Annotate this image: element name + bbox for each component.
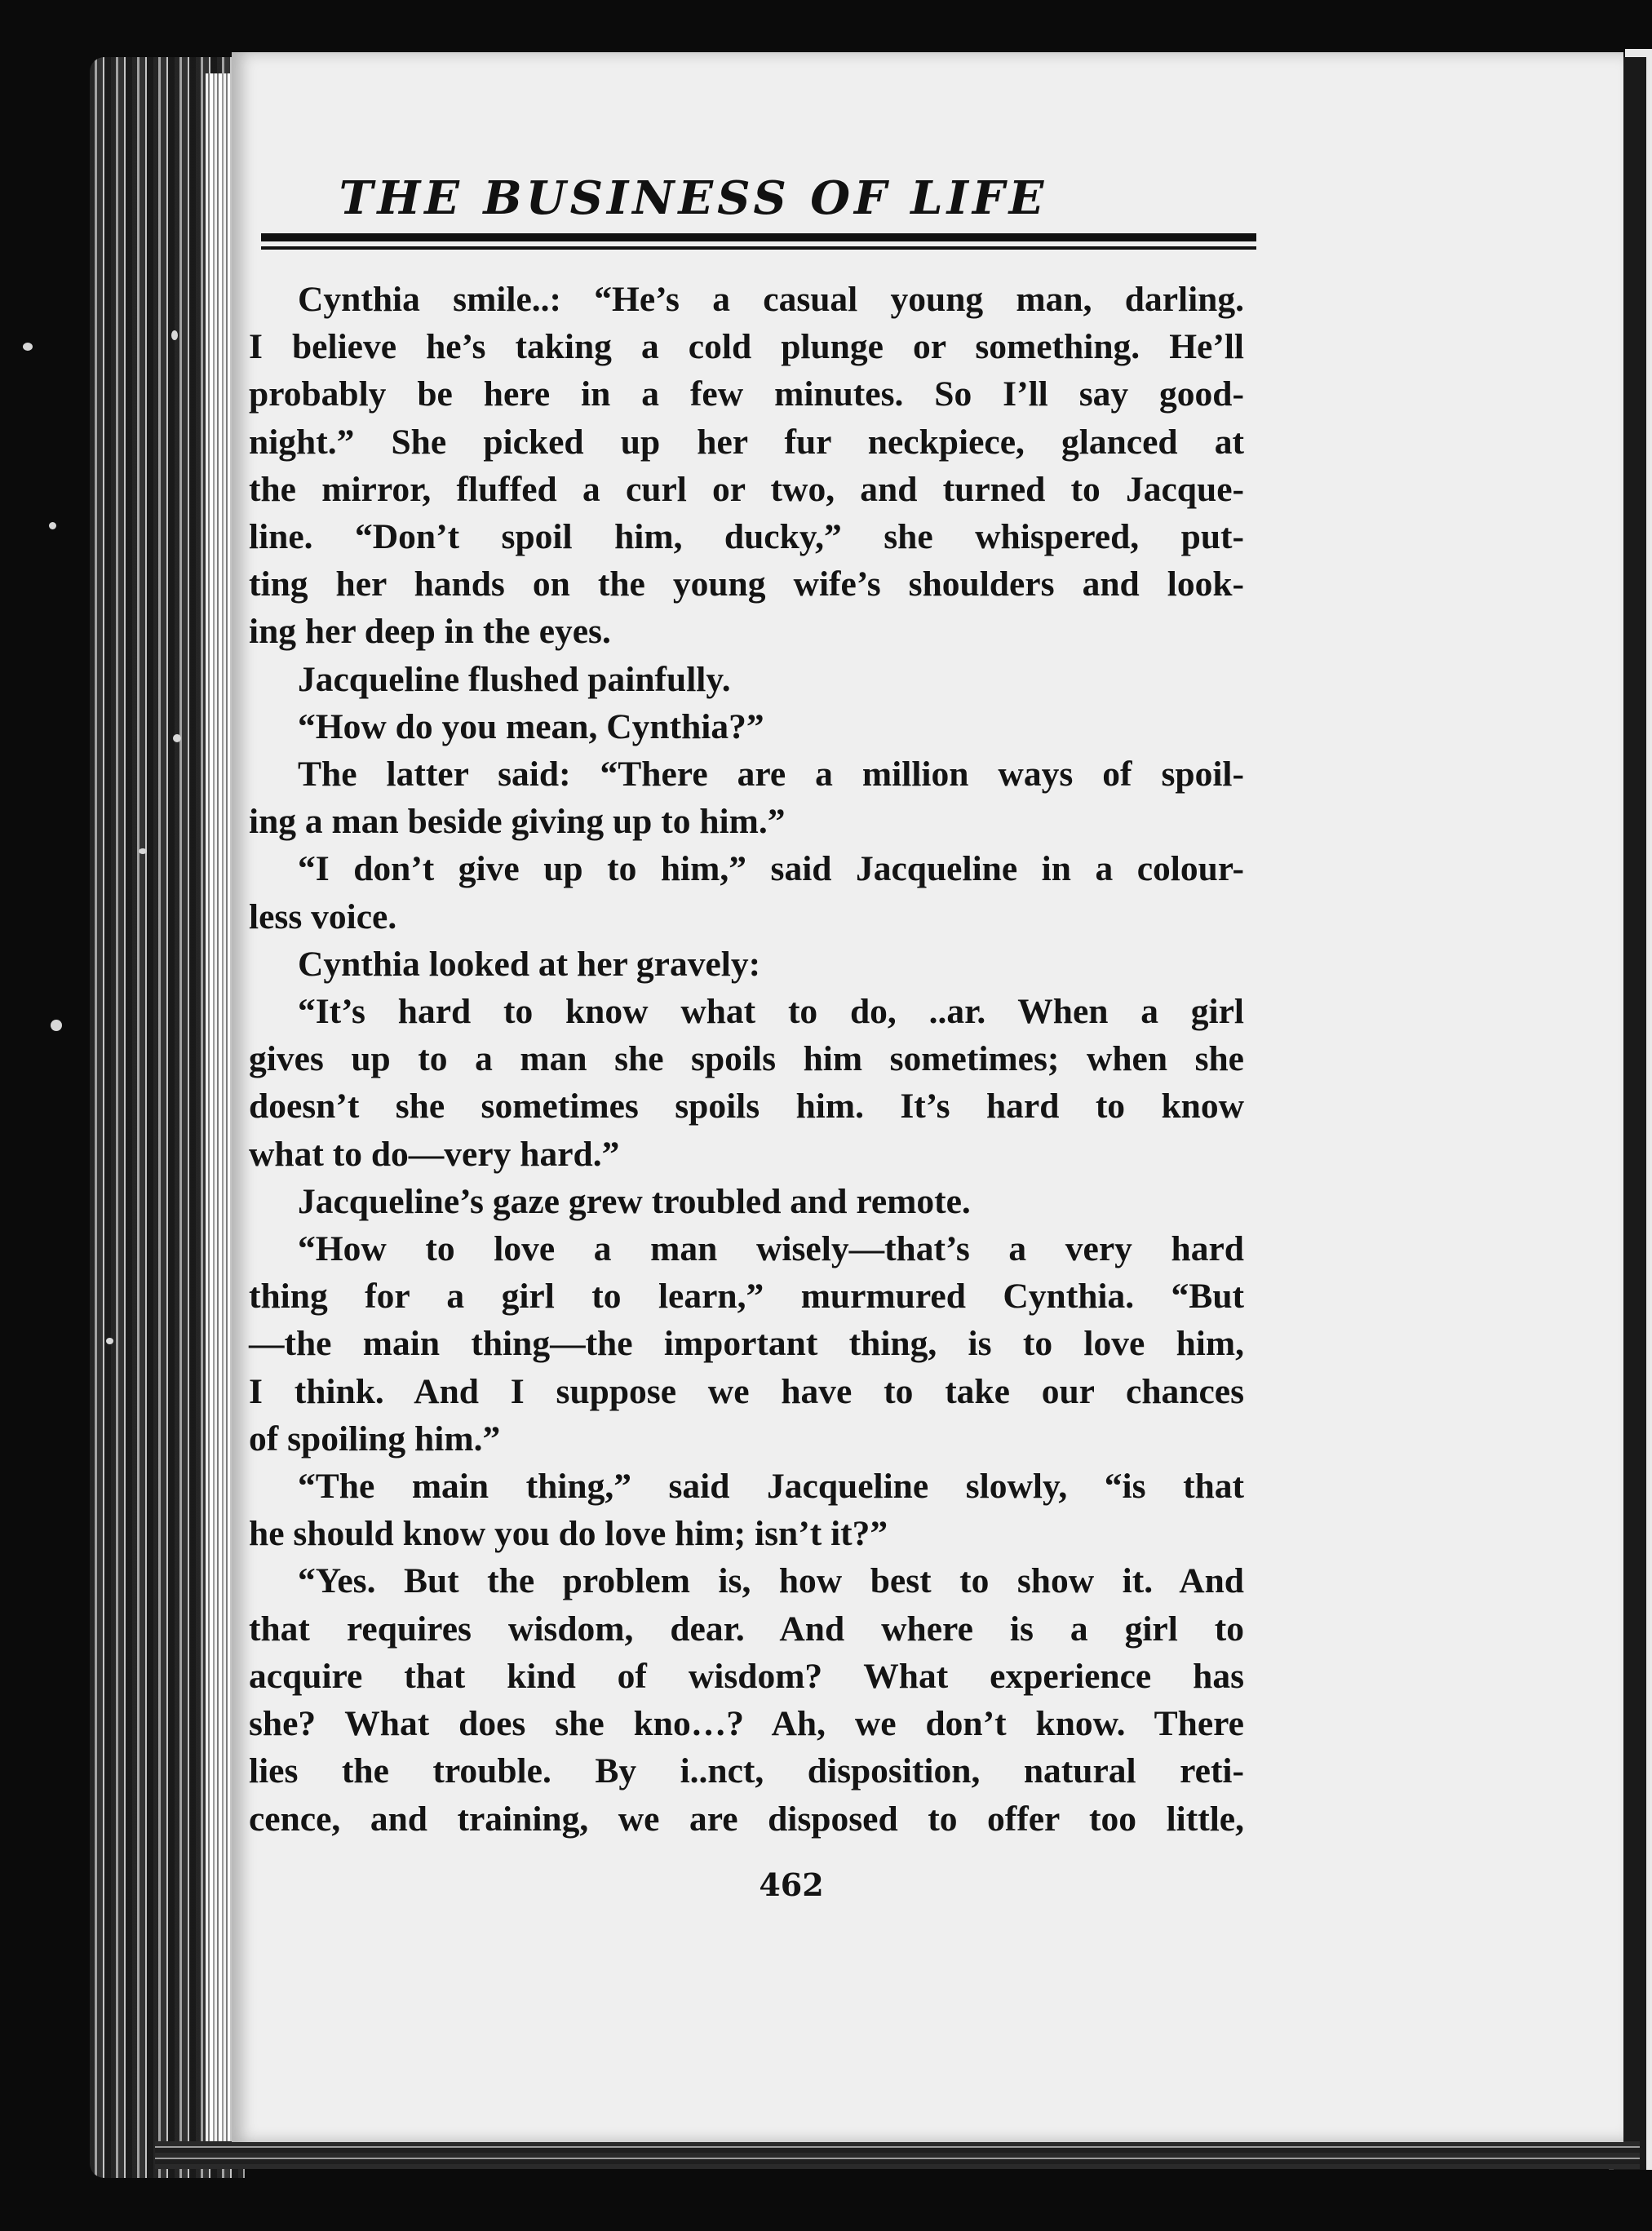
- text-line: line. “Don’t spoil him, ducky,” she whispered, put-: [249, 517, 1244, 557]
- text-line: cence, and training, we are disposed to offer too little,: [249, 1799, 1244, 1839]
- dust-speck: [23, 343, 33, 351]
- text-line: what to do—very hard.”: [249, 1134, 620, 1174]
- text-line: “How do you mean, Cynthia?”: [298, 706, 764, 746]
- dust-speck: [173, 734, 181, 742]
- text-line: of spoiling him.”: [249, 1419, 501, 1459]
- text-line: “Yes. But the problem is, how best to show it. And: [298, 1561, 1244, 1601]
- text-line: “How to love a man wisely—that’s a very hard: [298, 1229, 1244, 1269]
- text-line: lies the trouble. By i..nct, disposition, natural reti-: [249, 1751, 1244, 1791]
- text-line: acquire that kind of wisdom? What experience has: [249, 1656, 1244, 1696]
- text-line: less voice.: [249, 896, 397, 936]
- text-line: that requires wisdom, dear. And where is a girl to: [249, 1609, 1244, 1649]
- text-line: doesn’t she sometimes spoils him. It’s hard to know: [249, 1087, 1244, 1127]
- text-line: ing a man beside giving up to him.”: [249, 802, 786, 842]
- text-line: gives up to a man she spoils him sometimes; when she: [249, 1039, 1244, 1079]
- text-line: ing her deep in the eyes.: [249, 612, 611, 652]
- dust-speck: [49, 522, 56, 529]
- text-line: —the main thing—the important thing, is to love him,: [249, 1324, 1244, 1364]
- text-line: she? What does she kno…? Ah, we don’t know. There: [249, 1704, 1244, 1744]
- text-line: probably be here in a few minutes. So I’ll say good-: [249, 374, 1244, 414]
- text-line: the mirror, fluffed a curl or two, and turned to Jacque-: [249, 469, 1244, 509]
- dust-speck: [106, 1338, 113, 1344]
- text-line: Cynthia looked at her gravely:: [298, 944, 761, 984]
- text-line: The latter said: “There are a million ways of spoil-: [298, 755, 1244, 795]
- dust-speck: [171, 330, 178, 340]
- text-line: thing for a girl to learn,” murmured Cynthia. “But: [249, 1277, 1244, 1317]
- dust-speck: [139, 848, 147, 854]
- text-line: ting her hands on the young wife’s shoulders and look-: [249, 564, 1244, 604]
- text-line: “The main thing,” said Jacqueline slowly, “is that: [298, 1467, 1244, 1507]
- text-line: I think. And I suppose we have to take our chances: [249, 1371, 1244, 1411]
- header-rule-thin: [261, 246, 1256, 250]
- dust-speck: [51, 1020, 62, 1031]
- text-line: “It’s hard to know what to do, ..ar. When a girl: [298, 992, 1244, 1032]
- body-text: [249, 276, 1244, 1843]
- text-line: night.” She picked up her fur neckpiece, glanced at: [249, 422, 1244, 462]
- text-line: I believe he’s taking a cold plunge or something. He’ll: [249, 327, 1244, 367]
- text-line: Jacqueline’s gaze grew troubled and remote.: [298, 1181, 971, 1221]
- running-head: THE BUSINESS OF LIFE: [339, 171, 1048, 225]
- book-bottom-edge: [155, 2141, 1640, 2169]
- book-edge-highlight: [206, 73, 230, 2145]
- page-number: 462: [759, 1866, 824, 1903]
- text-line: “I don’t give up to him,” said Jacqueline in a colour-: [298, 849, 1244, 889]
- text-line: he should know you do love him; isn’t it?”: [249, 1514, 888, 1554]
- text-line: Jacqueline flushed painfully.: [298, 659, 731, 699]
- text-line: Cynthia smile..: “He’s a casual young man, darling.: [298, 280, 1244, 319]
- header-rule-thick: [261, 233, 1256, 241]
